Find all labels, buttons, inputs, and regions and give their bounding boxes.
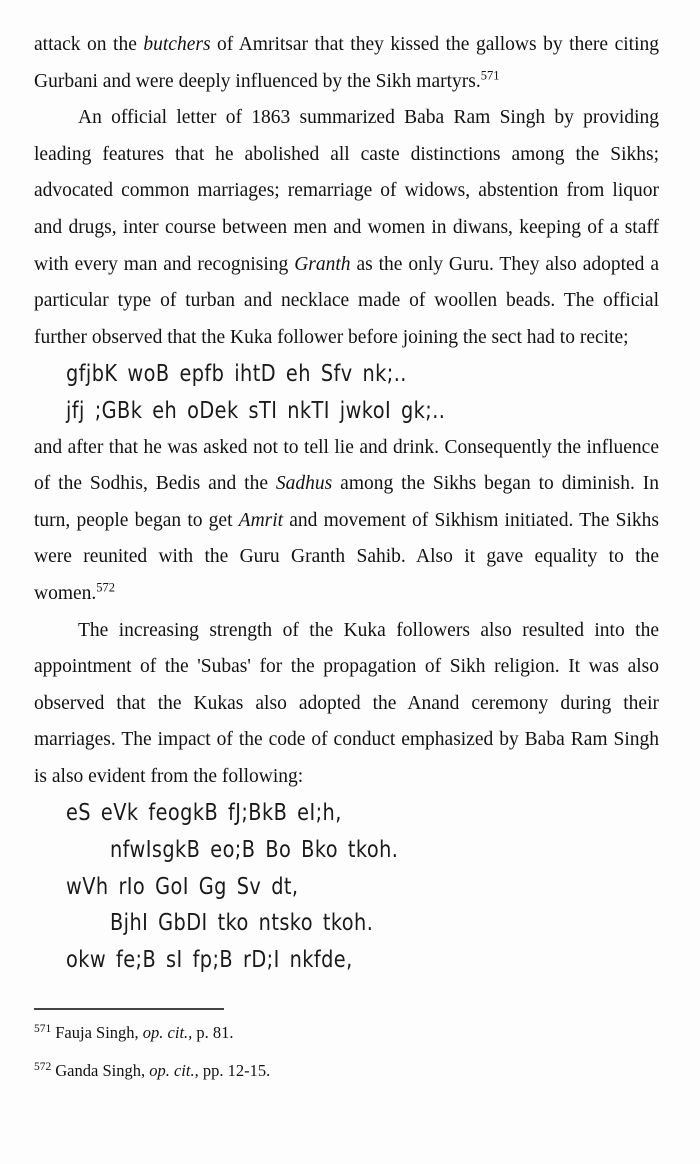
paragraph-text: as the only Guru. They also adopted a particular type of turban and necklace made of woollen beads. The official further observed that the Kuka follower before joining the sect had to recite; [34, 253, 659, 348]
footnote-reference-572: 572 [96, 580, 116, 595]
paragraph-text: The increasing strength of the Kuka followers also resulted into the appointment of the 'Subas' for the propagation of Sikh religion. It was also observed that the Kukas also adopted the Anand ceremony during their marriages. The impact of the code of conduct emphasized by Baba Ram Singh is also evident from the following: [34, 619, 659, 787]
gurmukhi-quote-line [34, 393, 659, 430]
gurmukhi-verse-line [34, 905, 659, 942]
gurmukhi-quote-line [34, 356, 659, 393]
italic-term-amrit: Amrit [238, 509, 284, 531]
paragraph-text: and movement of Sikhism initiated. The Sikhs were reunited with the Guru Granth Sahib. Also it gave equality to the women. [34, 509, 659, 604]
footnote-text: Ganda Singh, [55, 1061, 150, 1081]
gurmukhi-verse-line [34, 832, 659, 869]
gurmukhi-text: gfjbK woB epfb ihtD eh Sfv nk;.. [66, 361, 407, 388]
gurmukhi-text: wVh rIo GoI Gg Sv dt, [66, 873, 299, 900]
italic-term-granth: Granth [294, 253, 351, 275]
paragraph-continuation [34, 27, 659, 100]
footnotes-section [34, 1008, 659, 1084]
paragraph-text: among the Sikhs began to diminish. In turn, people began to get [34, 473, 659, 531]
gurmukhi-text: nfwIsgkB eo;B Bo Bko tkoh. [110, 837, 399, 864]
footnote-text: pp. 12-15. [198, 1061, 271, 1081]
paragraph-consequently [34, 430, 659, 613]
paragraph-text: of Amritsar that they kissed the gallows by there citing Gurbani and were deeply influenced by the Sikh martyrs. [34, 34, 659, 92]
italic-term-sadhus: Sadhus [275, 473, 333, 495]
footnote-reference-571: 571 [480, 68, 500, 83]
paragraph-text: An official letter of 1863 summarized Baba Ram Singh by providing leading features that he abolished all caste distinctions among the Sikhs; advocated common marriages; remarriage of widows, abstention from liquor and drugs, inter course between men and women in diwans, keeping of a staff with every man and recognising [34, 107, 659, 275]
gurmukhi-quote-block [34, 356, 659, 429]
footnote-opcit: op. cit., [149, 1061, 199, 1081]
footnote-571 [34, 1019, 659, 1046]
gurmukhi-verse-line [34, 795, 659, 832]
gurmukhi-text: BjhI GbDI tko ntsko tkoh. [110, 910, 374, 937]
paragraph-text: attack on the [34, 34, 144, 55]
gurmukhi-verse-line [34, 942, 659, 979]
gurmukhi-text: eS eVk feogkB fJ;BkB eI;h, [66, 800, 342, 827]
footnote-opcit: op. cit., [142, 1023, 193, 1043]
gurmukhi-text: jfj ;GBk eh oDek sTI nkTI jwkoI gk;.. [66, 397, 446, 424]
gurmukhi-verse-block [34, 795, 659, 978]
paragraph-official-letter [34, 100, 659, 356]
footnote-text: Fauja Singh, [55, 1023, 143, 1043]
footnote-number: 571 [34, 1022, 52, 1035]
footnote-text: p. 81. [192, 1023, 234, 1043]
footnote-separator-rule [34, 1008, 224, 1010]
paragraph-text: and after that he was asked not to tell lie and drink. Consequently the influence of the Sodhis, Bedis and the [34, 436, 659, 495]
footnote-number: 572 [34, 1060, 52, 1073]
italic-term-butchers: butchers [143, 34, 211, 55]
paragraph-increasing-strength [34, 613, 659, 796]
gurmukhi-text: okw fe;B sI fp;B rD;I nkfde, [66, 946, 353, 973]
gurmukhi-verse-line [34, 869, 659, 906]
footnote-572 [34, 1057, 659, 1084]
